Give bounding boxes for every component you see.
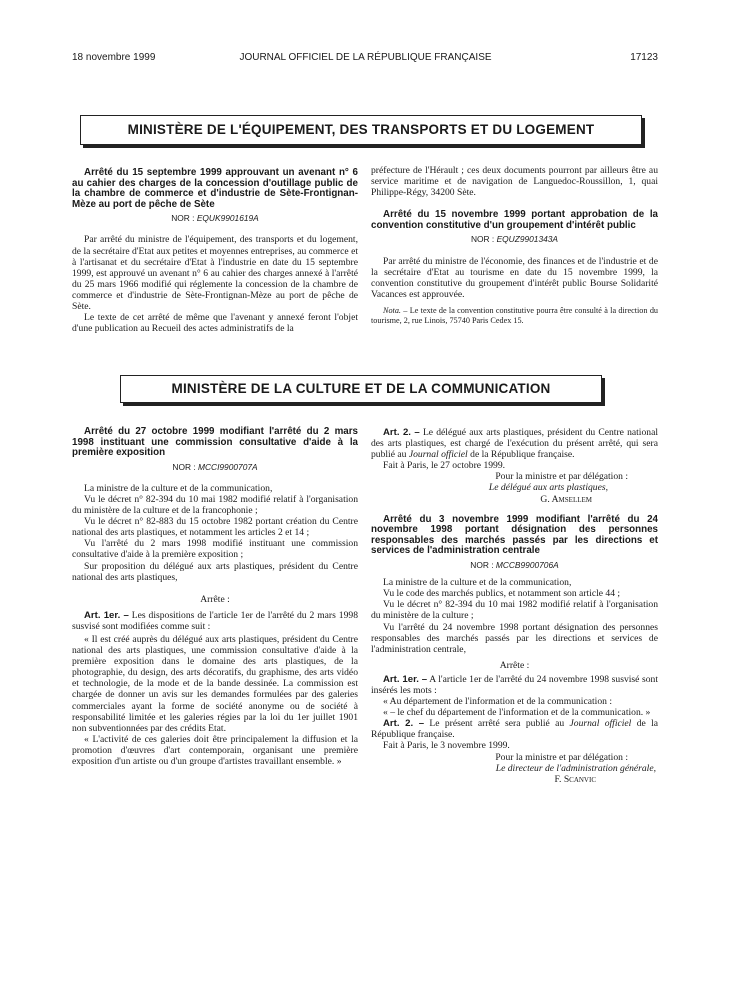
nor-reference: NOR : EQUZ9901343A [470,234,559,245]
nor-reference: NOR : MCCI9900707A [172,461,258,472]
article-1: Art. 1er. – A l'article 1er de l'arrêté du 24 novembre 1998 susvisé sont insérés les mots : [371,673,658,696]
decree-paragraph: La ministre de la culture et de la communication, [84,482,273,494]
article-2: Art. 2. – Le délégué aux arts plastiques, président du Centre national des arts plastiques, est chargé de l'exécution du présent arrêté, qui sera publié au Journal officiel de la République française. [371,427,658,461]
decree-title: Arrêté du 15 novembre 1999 portant approbation de la convention constitutive d'un groupement d'intérêt public [371,209,658,231]
decree-paragraph: Par arrêté du ministre de l'économie, des finances et de l'industrie et de la secrétaire d'Etat au tourisme en date du 15 novembre 1999, la convention constitutive du groupement d'intérêt public Bourse Solidarité Vacances est approuvée. [371,255,658,300]
decree-paragraph: Par arrêté du ministre de l'équipement, des transports et du logement, de la secrétaire d'Etat aux petites et moyennes entreprises, au commerce et à l'artisanat et du secrétaire d'Etat à l'industrie en date du 15 septembre 1999, est approuvé un avenant n° 6 au cahier des charges annexé à l'arrêté du 25 mars 1966 modifié qui réglemente la concession de la chambre de commerce et d'industrie de Sète-Frontignan-Mèze au port de pêche de Sète. [72,234,358,313]
signature-name: G. Amsellem [540,493,592,505]
decree-paragraph: Vu le décret n° 82-394 du 10 mai 1982 modifié relatif à l'organisation du ministère de la culture ; [371,599,658,622]
section2-right-column [371,427,658,785]
article-1: Art. 1er. – Les dispositions de l'article 1er de l'arrêté du 2 mars 1998 susvisé sont modifiées comme suit : [72,609,358,632]
decree-title: Arrêté du 27 octobre 1999 modifiant l'arrêté du 2 mars 1998 instituant une commission consultative d'aide à la première exposition [72,426,358,459]
quoted-paragraph: « Il est créé auprès du délégué aux arts plastiques, président du Centre national des arts plastiques, une commission consultative d'aide à la première exposition dans le domaine des arts plastiques, de la photographie, du design, des arts décoratifs, du graphisme, des arts vidéo et technologie, de la mode et de la bande dessinée. La commission est chargée de donner un avis sur les demandes formulées par des galeries commerciales ayant la forme de société anonyme ou de société à responsabilité limitée et les galeries régies par la loi du 1er juillet 1901 non subventionnées par des crédits Etat. [72,634,358,734]
decree-note: Nota. – Le texte de la convention constitutive pourra être consulté à la direction du tourisme, 2, rue Linois, 75740 Paris Cedex 15. [371,305,659,325]
arrete-heading: Arrête : [499,659,530,671]
section2-left-column [72,427,358,767]
section1-right-column [371,165,658,325]
decree-title: Arrêté du 15 septembre 1999 approuvant un avenant n° 6 au cahier des charges de la concession d'outillage public de la chambre de commerce et d'industrie de Sète-Frontignan-Mèze au port de pêche de Sète [72,167,358,210]
signature-title: Le directeur de l'administration générale, [495,762,656,774]
decree-paragraph: La ministre de la culture et de la communication, [383,577,572,589]
ministry-heading-equipement: MINISTÈRE DE L'ÉQUIPEMENT, DES TRANSPORTS ET DU LOGEMENT [80,115,642,145]
quoted-paragraph: « – le chef du département de l'information et de la communication. » [383,707,651,719]
signature-line: Pour la ministre et par délégation : [495,751,628,763]
nor-reference: NOR : EQUK9901619A [171,213,259,224]
signature-line: Pour la ministre et par délégation : [495,471,628,483]
arrete-heading: Arrête : [200,593,230,605]
decree-paragraph: Vu l'arrêté du 2 mars 1998 modifié instituant une commission consultative d'aide à la première exposition ; [72,538,358,561]
header-date: 18 novembre 1999 [72,52,156,63]
signature-place-date: Fait à Paris, le 3 novembre 1999. [383,740,510,752]
decree-paragraph: Vu le décret n° 82-394 du 10 mai 1982 modifié relatif à l'organisation du ministère de la culture et de la francophonie ; [72,493,358,517]
decree-paragraph: Vu le décret n° 82-883 du 15 octobre 1982 portant création du Centre national des arts plastiques, et notamment les articles 2 et 14 ; [72,516,358,539]
header-page-number: 17123 [630,52,658,63]
ministry-heading-culture: MINISTÈRE DE LA CULTURE ET DE LA COMMUNICATION [120,375,602,403]
signature-place-date: Fait à Paris, le 27 octobre 1999. [383,460,506,472]
quoted-paragraph: « Au département de l'information et de la communication : [383,696,612,708]
header-journal-title: JOURNAL OFFICIEL DE LA RÉPUBLIQUE FRANÇAISE [239,52,492,63]
decree-paragraph: Sur proposition du délégué aux arts plastiques, président du Centre national des arts plastiques, [72,560,358,583]
section1-left-column [72,168,358,334]
decree-paragraph: Vu l'arrêté du 24 novembre 1998 portant désignation des personnes responsables des marchés passés par les directions et services de l'administration centrale, [371,621,658,655]
decree-paragraph-continued: préfecture de l'Hérault ; ces deux documents pourront par ailleurs être au service maritime et de navigation de Languedoc-Roussillon, 1, quai Philippe-Régy, 34200 Sète. [371,165,658,199]
article-2: Art. 2. – Le présent arrêté sera publié au Journal officiel de la République française. [371,718,659,741]
signature-name: F. Scanvic [554,773,596,785]
decree-paragraph: Vu le code des marchés publics, et notamment son article 44 ; [383,588,621,600]
nor-reference: NOR : MCCB9900706A [470,560,559,571]
signature-title: Le délégué aux arts plastiques, [488,482,608,494]
decree-title: Arrêté du 3 novembre 1999 modifiant l'arrêté du 24 novembre 1998 portant désignation des personnes responsables des marchés passés par les directions et services de l'administration centrale [371,513,658,557]
quoted-paragraph: « L'activité de ces galeries doit être principalement la diffusion et la promotion d'œuvres d'art contemporain, organisant une première exposition d'un artiste ou d'un groupe d'artistes travaillant ensemble. » [72,733,358,768]
decree-paragraph: Le texte de cet arrêté de même que l'avenant y annexé feront l'objet d'une publication au Recueil des actes administratifs de la [72,312,358,335]
